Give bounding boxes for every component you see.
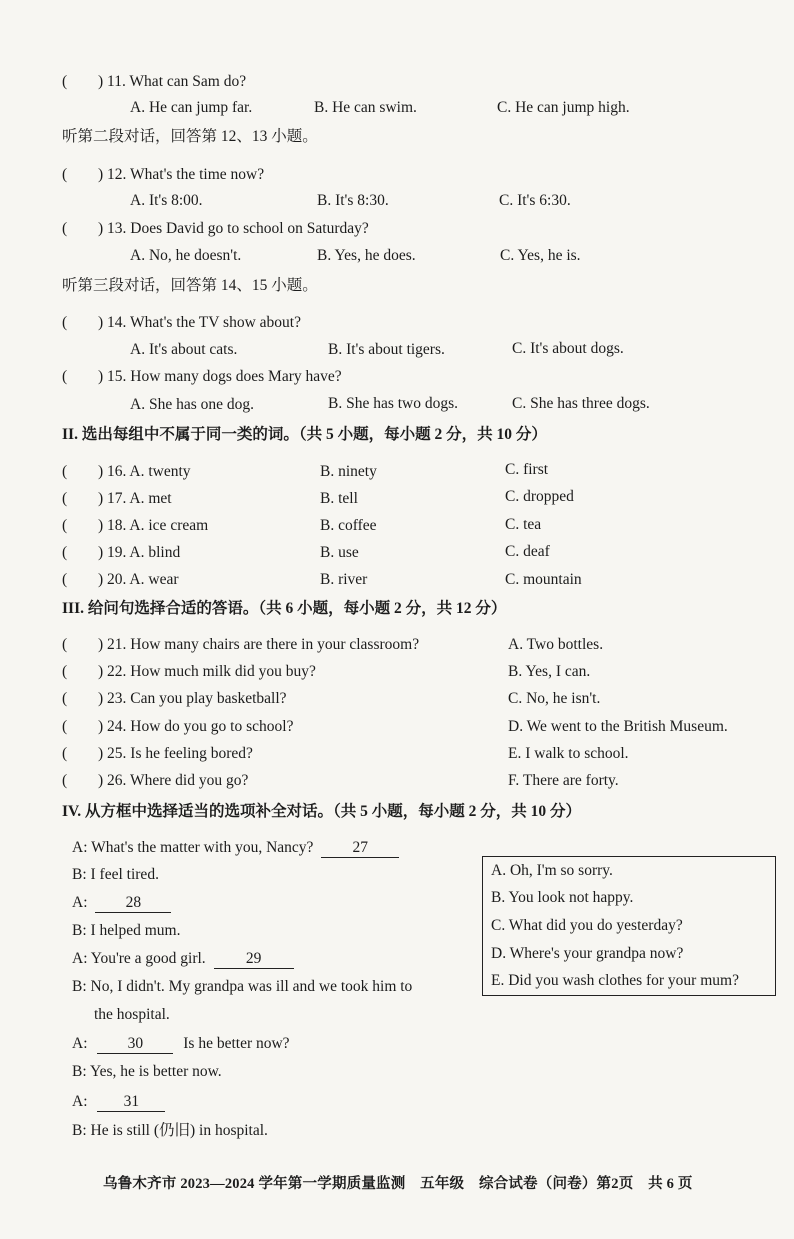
q17-option-b: B. tell xyxy=(320,490,358,507)
q24-question: ( ) 24. How do you go to school? xyxy=(62,718,294,735)
dialogue-line-5: A: You're a good girl. 29 xyxy=(72,949,294,969)
q15-option-a: A. She has one dog. xyxy=(130,396,254,413)
dialogue-line-8: B: Yes, he is better now. xyxy=(72,1063,222,1080)
dialogue-line-3: A: 28 xyxy=(72,893,171,913)
q21-answer-choice: A. Two bottles. xyxy=(508,636,604,653)
q15-option-c: C. She has three dogs. xyxy=(512,395,650,412)
box-option-d: D. Where's your grandpa now? xyxy=(491,945,684,962)
listening-instruction-3: 听第三段对话，回答第 14、15 小题。 xyxy=(62,277,318,294)
q11-option-c: C. He can jump high. xyxy=(497,99,630,116)
q16-option-a: ( ) 16. A. twenty xyxy=(62,463,191,480)
q21-question: ( ) 21. How many chairs are there in your classroom? xyxy=(62,636,420,653)
q16-option-c: C. first xyxy=(505,461,549,478)
q24-answer-choice: D. We went to the British Museum. xyxy=(508,718,728,735)
page-footer: 乌鲁木齐市 2023—2024 学年第一学期质量监测 五年级 综合试卷（问卷）第2页 共 6 页 xyxy=(103,1176,693,1192)
blank-31: 31 xyxy=(97,1093,165,1112)
q12-option-c: C. It's 6:30. xyxy=(499,192,571,209)
q12-option-a: A. It's 8:00. xyxy=(130,192,203,209)
listening-instruction-2: 听第二段对话，回答第 12、13 小题。 xyxy=(62,128,318,145)
q22-answer-choice: B. Yes, I can. xyxy=(508,663,591,680)
dialogue-line-10: B: He is still (仍旧) in hospital. xyxy=(72,1122,268,1139)
q23-question: ( ) 23. Can you play basketball? xyxy=(62,690,287,707)
q14-option-a: A. It's about cats. xyxy=(130,341,238,358)
q22-question: ( ) 22. How much milk did you buy? xyxy=(62,663,316,680)
q13-stem: ( ) 13. Does David go to school on Saturday? xyxy=(62,220,369,237)
q13-option-b: B. Yes, he does. xyxy=(317,247,416,264)
q25-answer-choice: E. I walk to school. xyxy=(508,745,629,762)
dialogue-line-4: B: I helped mum. xyxy=(72,922,181,939)
q11-option-b: B. He can swim. xyxy=(314,99,417,116)
dialogue-line-1: A: What's the matter with you, Nancy? 27 xyxy=(72,838,399,858)
q26-question: ( ) 26. Where did you go? xyxy=(62,772,249,789)
q18-option-a: ( ) 18. A. ice cream xyxy=(62,517,209,534)
q19-option-c: C. deaf xyxy=(505,543,550,560)
blank-28: 28 xyxy=(95,894,171,913)
q15-stem: ( ) 15. How many dogs does Mary have? xyxy=(62,368,342,385)
q18-option-c: C. tea xyxy=(505,516,542,533)
q13-option-c: C. Yes, he is. xyxy=(500,247,581,264)
q20-option-c: C. mountain xyxy=(505,571,582,588)
q12-option-b: B. It's 8:30. xyxy=(317,192,389,209)
q20-option-b: B. river xyxy=(320,571,368,588)
q19-option-a: ( ) 19. A. blind xyxy=(62,544,181,561)
section-4-heading: IV. 从方框中选择适当的选项补全对话。（共 5 小题，每小题 2 分，共 10 分） xyxy=(62,803,581,820)
q12-stem: ( ) 12. What's the time now? xyxy=(62,166,265,183)
section-3-heading: III. 给问句选择合适的答语。（共 6 小题，每小题 2 分，共 12 分） xyxy=(62,600,507,617)
box-option-a: A. Oh, I'm so sorry. xyxy=(491,862,613,879)
q11-option-a: A. He can jump far. xyxy=(130,99,253,116)
dialogue-line-9: A: 31 xyxy=(72,1092,165,1112)
box-option-e: E. Did you wash clothes for your mum? xyxy=(491,972,739,989)
box-option-b: B. You look not happy. xyxy=(491,889,634,906)
q14-stem: ( ) 14. What's the TV show about? xyxy=(62,314,301,331)
blank-30: 30 xyxy=(97,1035,173,1054)
q11-stem: ( ) 11. What can Sam do? xyxy=(62,73,247,90)
q15-option-b: B. She has two dogs. xyxy=(328,395,459,412)
q17-option-c: C. dropped xyxy=(505,488,574,505)
blank-29: 29 xyxy=(214,950,294,969)
dialogue-line-2: B: I feel tired. xyxy=(72,866,159,883)
q13-option-a: A. No, he doesn't. xyxy=(130,247,242,264)
section-2-heading: II. 选出每组中不属于同一类的词。（共 5 小题，每小题 2 分，共 10 分） xyxy=(62,426,547,443)
blank-27: 27 xyxy=(321,839,399,858)
options-box xyxy=(482,856,776,996)
box-option-c: C. What did you do yesterday? xyxy=(491,917,683,934)
dialogue-line-6: B: No, I didn't. My grandpa was ill and we took him to xyxy=(72,978,413,995)
q20-option-a: ( ) 20. A. wear xyxy=(62,571,179,588)
q19-option-b: B. use xyxy=(320,544,359,561)
dialogue-line-6-continued: the hospital. xyxy=(94,1006,170,1023)
q25-question: ( ) 25. Is he feeling bored? xyxy=(62,745,253,762)
q17-option-a: ( ) 17. A. met xyxy=(62,490,172,507)
q18-option-b: B. coffee xyxy=(320,517,377,534)
q26-answer-choice: F. There are forty. xyxy=(508,772,619,789)
dialogue-line-7: A: 30 Is he better now? xyxy=(72,1035,290,1052)
q14-option-c: C. It's about dogs. xyxy=(512,340,624,357)
q23-answer-choice: C. No, he isn't. xyxy=(508,690,601,707)
q14-option-b: B. It's about tigers. xyxy=(328,341,445,358)
q16-option-b: B. ninety xyxy=(320,463,377,480)
